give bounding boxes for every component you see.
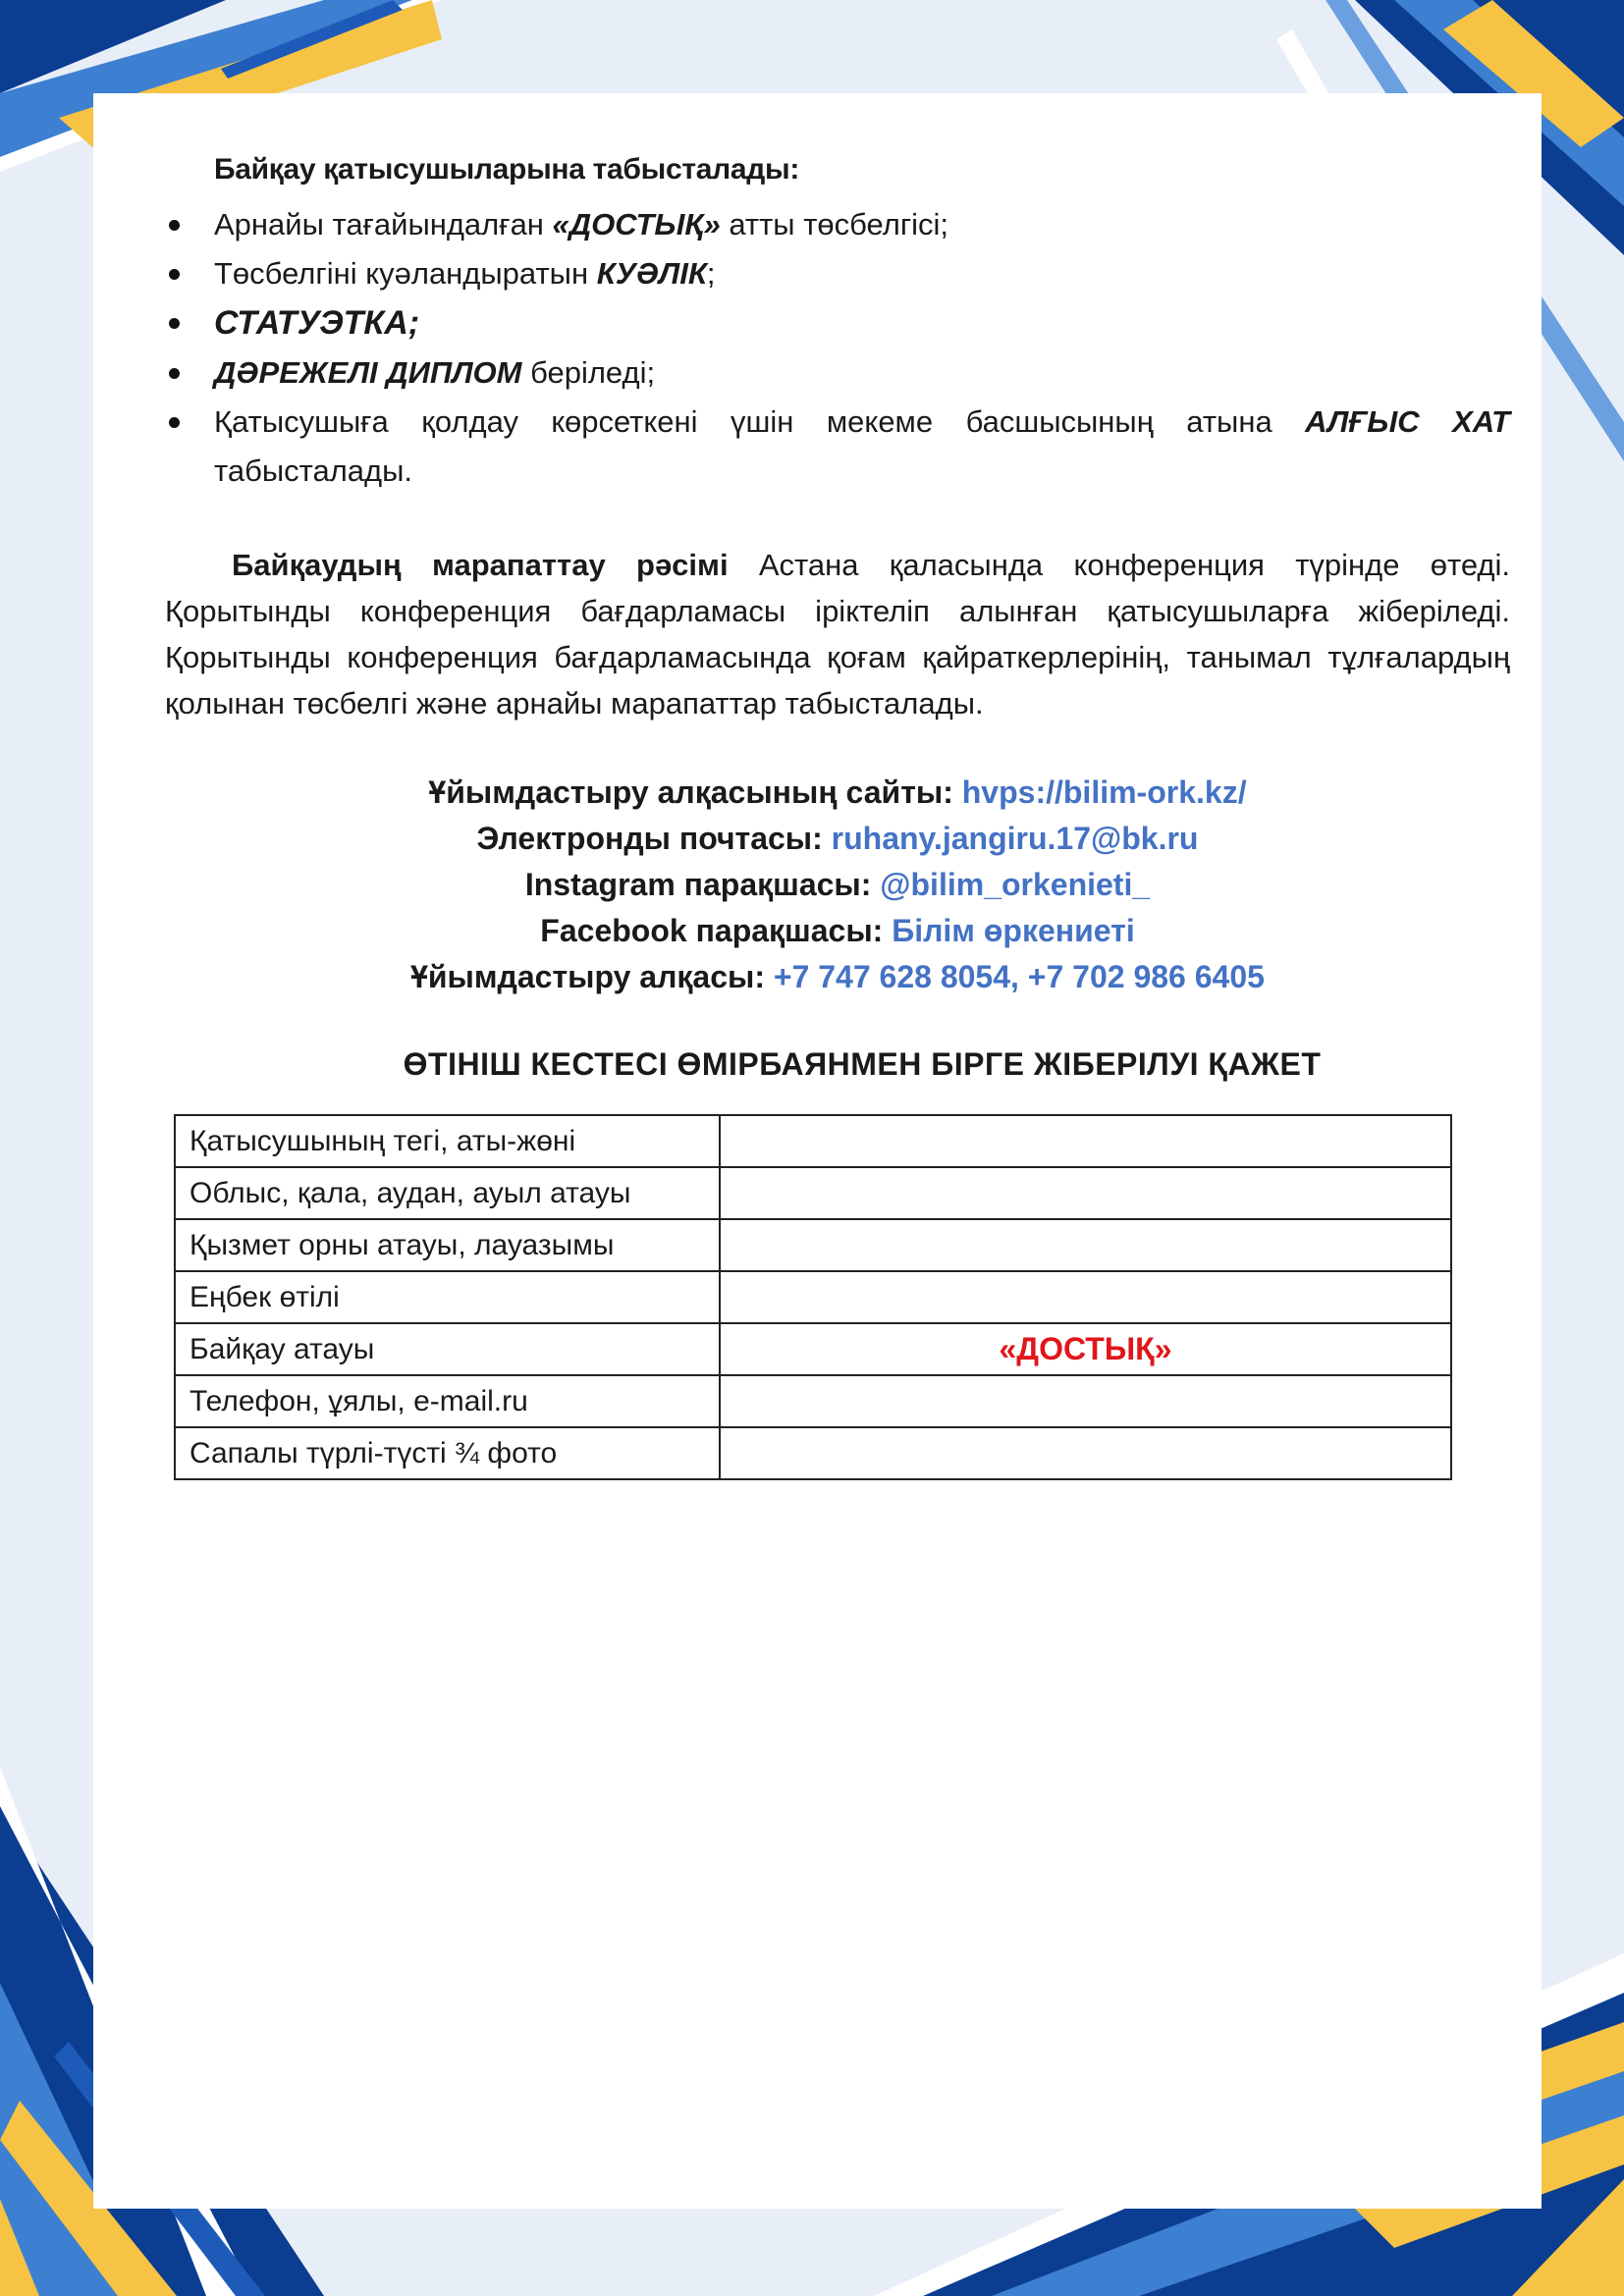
table-row xyxy=(175,1323,1451,1375)
emphasis: СТАТУЭТКА; xyxy=(214,304,420,342)
table-row xyxy=(175,1375,1451,1427)
row-value-cell[interactable] xyxy=(720,1219,1451,1271)
list-item: Төсбелгіні куәландыратын КУӘЛІК; xyxy=(165,249,1510,298)
row-label: Байқау атауы xyxy=(175,1323,720,1375)
row-value-cell[interactable] xyxy=(720,1271,1451,1323)
form-title: ӨТІНІШ КЕСТЕСІ ӨМІРБАЯНМЕН БІРГЕ ЖІБЕРІЛУІ ҚАЖЕТ xyxy=(403,1046,1322,1082)
contact-instagram: Instagram парақшасы: @bilim_orkenieti_ xyxy=(524,867,1151,902)
awards-list xyxy=(165,200,1510,496)
table-row xyxy=(175,1219,1451,1271)
ceremony-text: Астана қаласында конференция түрінде өтеді. Қорытынды конференция бағдарламасы іріктеліп алынған қатысушыларға жіберіледі. Қорытынды конференция бағдарламасында қоғам қайраткерлерінің, танымал тұлғалардың қолынан төсбелгі және арнайы марапаттар табысталады. xyxy=(165,548,1511,721)
instagram-link[interactable]: @bilim_orkenieti_ xyxy=(880,867,1151,902)
contact-phones: Ұйымдастыру алқасы: +7 747 628 8054, +7 702 986 6405 xyxy=(410,959,1265,994)
website-link[interactable]: hvps://bilim-ork.kz/ xyxy=(961,774,1247,810)
row-label: Телефон, ұялы, e-mail.ru xyxy=(175,1375,720,1427)
row-value-cell[interactable] xyxy=(720,1167,1451,1219)
list-item: Арнайы тағайындалған «ДОСТЫҚ» атты төсбелгісі; xyxy=(165,200,1510,249)
row-label: Қызмет орны атауы, лауазымы xyxy=(175,1219,720,1271)
contest-name-value: «ДОСТЫҚ» xyxy=(720,1323,1451,1375)
facebook-link[interactable]: Білім өркениеті xyxy=(892,913,1135,948)
emphasis: АЛҒЫС ХАТ xyxy=(1305,404,1510,439)
emphasis: КУӘЛІК xyxy=(596,256,707,291)
row-value-cell[interactable] xyxy=(720,1115,1451,1167)
row-value-cell[interactable] xyxy=(720,1427,1451,1479)
row-label: Қатысушының тегі, аты-жөні xyxy=(175,1115,720,1167)
list-item xyxy=(165,298,1510,348)
awards-heading: Байқау қатысушыларына табысталады: xyxy=(214,153,800,186)
contacts-block xyxy=(165,770,1510,1000)
row-label: Облыс, қала, аудан, ауыл атауы xyxy=(175,1167,720,1219)
contact-facebook: Facebook парақшасы: Білім өркениеті xyxy=(540,913,1135,948)
row-label: Еңбек өтілі xyxy=(175,1271,720,1323)
contact-email: Электронды почтасы: ruhany.jangiru.17@bk.ru xyxy=(476,821,1199,856)
row-label: Сапалы түрлі-түсті ¾ фото xyxy=(175,1427,720,1479)
email-link[interactable]: ruhany.jangiru.17@bk.ru xyxy=(831,821,1199,856)
phone-numbers[interactable]: +7 747 628 8054, +7 702 986 6405 xyxy=(773,959,1265,994)
table-row xyxy=(175,1167,1451,1219)
emphasis: «ДОСТЫҚ» xyxy=(552,207,721,241)
table-row xyxy=(175,1427,1451,1479)
row-value-cell[interactable] xyxy=(720,1375,1451,1427)
table-row xyxy=(175,1271,1451,1323)
list-item: ДӘРЕЖЕЛІ ДИПЛОМ беріледі; xyxy=(165,348,1510,398)
contact-website: Ұйымдастыру алқасының сайты: hvps://bilim-ork.kz/ xyxy=(428,774,1247,810)
application-form-table xyxy=(174,1114,1452,1480)
list-item: Қатысушыға қолдау көрсеткені үшін мекеме басшысының атына АЛҒЫС ХАТ табысталады. xyxy=(165,398,1510,496)
emphasis: ДӘРЕЖЕЛІ ДИПЛОМ xyxy=(214,355,522,390)
ceremony-lead: Байқаудың марапаттау рәсімі xyxy=(232,548,729,582)
ceremony-paragraph xyxy=(165,542,1510,726)
table-row xyxy=(175,1115,1451,1167)
